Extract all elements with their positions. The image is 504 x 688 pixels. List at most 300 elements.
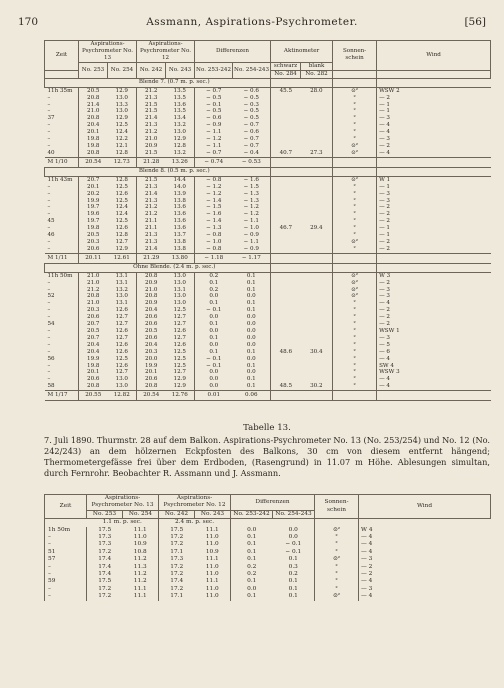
akt-blank-cell xyxy=(301,176,333,183)
psy12-wet-cell: 13.0 xyxy=(173,272,186,279)
diff-dry-cell: 0.1 xyxy=(231,556,273,563)
section-number: [56] xyxy=(464,16,486,28)
mean-wind xyxy=(377,391,491,401)
psy13-wet-cell: 12.5 xyxy=(115,122,128,129)
diff-dry-cell: − 0.8 xyxy=(195,232,233,239)
time-cell: – xyxy=(47,197,51,204)
psy13-wet-cell: 12.7 xyxy=(115,321,128,328)
psy13-wet-cell: 10.9 xyxy=(133,541,147,548)
akt-blank-cell xyxy=(301,211,333,218)
psy13-wet-cell: 12.6 xyxy=(115,190,128,197)
akt-schwarz-cell xyxy=(271,376,301,383)
psy12-wet-cell: 12.9 xyxy=(173,376,186,383)
psy13-wet-cell: 12.6 xyxy=(115,328,128,334)
section-label-akt xyxy=(271,78,333,87)
time-cell: – xyxy=(47,108,51,115)
diff-dry-cell: 0.1 xyxy=(195,321,233,328)
diff-wet-cell: 0.0 xyxy=(246,355,256,362)
akt-blank-cell xyxy=(301,143,333,150)
akt-schwarz-cell xyxy=(271,211,301,218)
psy12-wet-cell: 13.6 xyxy=(173,211,186,218)
sunshine-cell: ² xyxy=(333,211,377,218)
wind-cell: — 3 xyxy=(377,191,491,198)
diff-dry-cell: 0.0 xyxy=(195,376,233,383)
wind-cell: — 4 xyxy=(377,376,491,383)
psy13-dry-cell: 20.8 xyxy=(79,95,108,102)
akt-schwarz-cell xyxy=(271,102,301,109)
wind-cell: W 4 xyxy=(359,527,491,534)
t2-col-diff-header: Differenzen xyxy=(231,495,315,511)
akt-schwarz-cell xyxy=(271,287,301,294)
mean-label: M 1/10 xyxy=(45,157,79,167)
akt-schwarz-cell xyxy=(271,108,301,115)
table-row xyxy=(45,232,491,239)
mean-diff-dry: − 1.18 xyxy=(195,253,233,263)
wind-cell: — 1 xyxy=(377,225,491,232)
akt-schwarz-cell xyxy=(271,95,301,102)
akt-blank-cell xyxy=(301,198,333,205)
diff-dry-cell: 0.2 xyxy=(231,571,273,578)
psy12-wet-cell: 11.0 xyxy=(205,541,219,548)
psy13-wet-cell: 11.2 xyxy=(133,578,147,585)
psy12-dry-cell: 17.2 xyxy=(159,564,195,571)
psy12-wet-cell: 12.9 xyxy=(173,383,186,390)
time-cell: – xyxy=(47,334,51,341)
psy13-wet-cell: 12.6 xyxy=(115,225,128,232)
table-row xyxy=(45,300,491,307)
sunshine-cell: ² xyxy=(333,184,377,191)
table-row xyxy=(45,198,491,205)
psy13-wet-cell: 13.0 xyxy=(115,108,128,115)
akt-blank-cell: 28.0 xyxy=(310,87,323,94)
mean-psy13-dry: 20.54 xyxy=(79,157,108,167)
akt-blank-cell xyxy=(301,136,333,143)
diff-wet-cell: − 0.7 xyxy=(243,122,259,129)
diff-dry-cell: 0.1 xyxy=(195,300,233,307)
diff-wet-cell: 0.0 xyxy=(246,328,256,334)
col-wind-header: Wind xyxy=(377,41,491,71)
wind-cell: — 1 xyxy=(377,108,491,115)
sunshine-cell: ⊙² xyxy=(315,527,359,534)
wind-cell: — 3 xyxy=(377,136,491,143)
psy13-wet-cell: 12.9 xyxy=(115,115,128,122)
sunshine-cell: ⊙² xyxy=(333,239,377,246)
akt-blank-cell xyxy=(301,307,333,314)
psy12-dry-cell: 21.2 xyxy=(137,129,166,136)
psy13-wet-cell: 12.8 xyxy=(115,149,128,156)
psy13-dry-cell: 20.8 xyxy=(79,293,108,300)
sunshine-cell: ² xyxy=(333,115,377,122)
psy12-dry-cell: 21.3 xyxy=(137,122,166,129)
section-label-blank xyxy=(45,263,79,272)
psy13-dry-cell: 19.8 xyxy=(79,225,108,232)
col-242-header: No. 242 xyxy=(137,62,166,78)
psy13-wet-cell: 11.2 xyxy=(133,571,147,578)
psy13-wet-cell: 11.1 xyxy=(133,585,147,592)
diff-dry-cell: − 0.8 xyxy=(195,176,233,183)
time-cell: 46 xyxy=(47,232,55,239)
akt-blank-cell: 29.4 xyxy=(310,225,323,232)
wind-cell: — 3 xyxy=(359,586,491,593)
psy13-dry-cell: 20.5 xyxy=(79,328,108,335)
wind-cell: — 2 xyxy=(359,571,491,578)
akt-schwarz-cell xyxy=(271,293,301,300)
wind-cell: — 4 xyxy=(377,129,491,136)
akt-blank-cell xyxy=(301,369,333,376)
table-row xyxy=(45,556,491,563)
diff-dry-cell: − 0.7 xyxy=(195,150,233,157)
wind-cell: — 2 xyxy=(377,218,491,225)
mean-akt xyxy=(271,157,333,167)
psy12-dry-cell: 20.5 xyxy=(137,328,166,335)
col-243-header: No. 243 xyxy=(166,62,195,78)
diff-wet-cell: − 0.1 xyxy=(285,541,302,548)
wind-cell: WSW 3 xyxy=(377,369,491,376)
table-row xyxy=(45,191,491,198)
t2-col-asp12-header: Aspirations-Psychrometer No. 12 xyxy=(159,495,231,511)
mean-psy13-wet: 12.61 xyxy=(108,253,137,263)
time-cell: – xyxy=(47,122,51,129)
psy13-wet-cell: 11.0 xyxy=(133,534,147,541)
time-cell: – xyxy=(47,183,51,190)
diff-dry-cell: − 0.9 xyxy=(195,122,233,129)
section-label-row xyxy=(45,263,491,272)
time-cell: – xyxy=(45,564,87,571)
sunshine-cell: ² xyxy=(333,246,377,253)
psy12-dry-cell: 21.3 xyxy=(137,239,166,246)
t2-col-254-header: No. 254 xyxy=(123,510,159,518)
psy12-dry-cell: 21.0 xyxy=(137,136,166,143)
table-row xyxy=(45,383,491,390)
psy13-wet-cell: 12.7 xyxy=(115,334,128,341)
time-cell: 11h 50m xyxy=(47,272,73,279)
psy13-wet-cell: 12.8 xyxy=(115,232,128,239)
psy12-dry-cell: 19.9 xyxy=(137,363,166,370)
sunshine-cell: ⊙² xyxy=(333,143,377,150)
table-12 xyxy=(44,40,491,401)
wind-cell: — 6 xyxy=(377,349,491,356)
col-zeit-sub xyxy=(45,70,79,78)
t2-col-d2-header: No. 254-243 xyxy=(273,510,315,518)
col-asp12-header: Aspirations-Psychrometer No. 12 xyxy=(137,41,195,63)
table-row xyxy=(45,376,491,383)
diff-wet-cell: 0.3 xyxy=(288,563,298,570)
time-cell: – xyxy=(47,204,51,211)
time-cell: – xyxy=(47,190,51,197)
table-row xyxy=(45,280,491,287)
section-label-wind xyxy=(377,167,491,176)
table-row xyxy=(45,349,491,356)
mean-wind xyxy=(377,253,491,263)
psy12-wet-cell: 13.5 xyxy=(173,108,186,115)
diff-wet-cell: − 1.1 xyxy=(243,218,259,225)
psy13-dry-cell: 17.5 xyxy=(87,578,123,585)
akt-blank-cell xyxy=(301,239,333,246)
psy13-wet-cell: 12.4 xyxy=(115,204,128,211)
psy12-dry-cell: 21.3 xyxy=(137,95,166,102)
diff-dry-cell: 0.0 xyxy=(195,342,233,349)
sunshine-cell: ² xyxy=(333,342,377,349)
psy12-wet-cell: 11.0 xyxy=(205,534,219,541)
diff-wet-cell: 0.0 xyxy=(246,369,256,376)
diff-wet-cell: 0.1 xyxy=(246,376,256,383)
sunshine-cell: ² xyxy=(333,314,377,321)
wind-cell: WSW 2 xyxy=(377,87,491,94)
psy13-dry-cell: 21.4 xyxy=(79,102,108,109)
time-cell: – xyxy=(45,534,87,541)
time-cell: – xyxy=(47,245,51,252)
psy13-dry-cell: 20.7 xyxy=(79,335,108,342)
diff-wet-cell: − 1.2 xyxy=(243,204,259,211)
psy13-wet-cell: 11.1 xyxy=(133,593,147,600)
mean-wind xyxy=(377,157,491,167)
akt-blank-cell: 27.3 xyxy=(310,149,323,156)
diff-dry-cell: − 1.4 xyxy=(195,198,233,205)
psy13-wet-cell: 11.3 xyxy=(133,563,147,570)
psy13-dry-cell: 21.0 xyxy=(79,108,108,115)
diff-dry-cell: − 0.1 xyxy=(195,102,233,109)
wind-cell: — 2 xyxy=(359,564,491,571)
mean-diff-wet: 0.06 xyxy=(233,391,271,401)
diff-wet-cell: − 1.2 xyxy=(243,211,259,218)
psy13-dry-cell: 20.5 xyxy=(79,232,108,239)
time-cell: – xyxy=(47,136,51,143)
wind-cell: — 2 xyxy=(377,246,491,253)
table-13 xyxy=(44,494,491,601)
diff-dry-cell: 0.1 xyxy=(195,280,233,287)
wind-cell: — 2 xyxy=(377,204,491,211)
psy13-wet-cell: 12.4 xyxy=(115,129,128,136)
mean-psy13-wet: 12.82 xyxy=(108,391,137,401)
diff-dry-cell: − 0.8 xyxy=(195,246,233,253)
time-cell: 57 xyxy=(45,556,87,563)
psy12-wet-cell: 11.1 xyxy=(205,526,219,533)
psy12-dry-cell: 21.5 xyxy=(137,176,166,183)
wind-cell: — 2 xyxy=(377,307,491,314)
psy12-dry-cell: 17.1 xyxy=(159,593,195,600)
psy12-wet-cell: 13.2 xyxy=(173,149,186,156)
akt-blank-cell xyxy=(301,300,333,307)
akt-blank-cell xyxy=(301,204,333,211)
sunshine-cell: ² xyxy=(333,232,377,239)
psy12-wet-cell: 12.6 xyxy=(173,341,186,348)
akt-blank-cell xyxy=(301,356,333,363)
mean-diff-wet: − 0.53 xyxy=(233,157,271,167)
psy12-dry-cell: 21.3 xyxy=(137,232,166,239)
table-row xyxy=(45,272,491,279)
diff-dry-cell: 0.0 xyxy=(195,383,233,390)
akt-schwarz-cell xyxy=(271,143,301,150)
akt-schwarz-cell xyxy=(271,184,301,191)
psy13-dry-cell: 20.4 xyxy=(79,349,108,356)
sunshine-cell: ⊙² xyxy=(333,176,377,183)
akt-blank-cell xyxy=(301,363,333,370)
psy13-dry-cell: 17.2 xyxy=(87,586,123,593)
psy13-dry-cell: 17.4 xyxy=(87,564,123,571)
akt-blank-cell xyxy=(301,232,333,239)
diff-dry-cell: − 0.5 xyxy=(195,108,233,115)
psy12-wet-cell: 13.5 xyxy=(173,87,186,94)
akt-schwarz-cell xyxy=(271,280,301,287)
mean-label: M 1/17 xyxy=(45,391,79,401)
sunshine-cell: ² xyxy=(333,321,377,328)
psy13-wet-cell: 12.5 xyxy=(115,355,128,362)
section-label-akt xyxy=(271,263,333,272)
diff-dry-cell: − 1.4 xyxy=(195,218,233,225)
time-cell: – xyxy=(45,586,87,593)
psy12-dry-cell: 21.3 xyxy=(137,198,166,205)
psy12-dry-cell: 21.4 xyxy=(137,246,166,253)
psy13-dry-cell: 19.8 xyxy=(79,143,108,150)
psy12-dry-cell: 20.9 xyxy=(137,143,166,150)
diff-dry-cell: 0.1 xyxy=(231,541,273,548)
table-row xyxy=(45,328,491,335)
akt-blank-cell xyxy=(301,95,333,102)
diff-wet-cell: 0.1 xyxy=(246,383,256,390)
col-akt-header: Aktinometer xyxy=(271,41,333,63)
sunshine-cell: ² xyxy=(315,564,359,571)
diff-wet-cell: − 0.6 xyxy=(243,87,259,94)
mean-row xyxy=(45,391,491,401)
sunshine-cell: ² xyxy=(333,198,377,205)
akt-schwarz-cell xyxy=(271,321,301,328)
psy13-wet-cell: 11.1 xyxy=(133,526,147,533)
psy12-wet-cell: 13.0 xyxy=(173,300,186,307)
akt-blank-cell xyxy=(301,102,333,109)
diff-wet-cell: 0.0 xyxy=(246,314,256,321)
wind-cell: — 3 xyxy=(377,198,491,205)
psy12-dry-cell: 20.8 xyxy=(137,272,166,279)
sunshine-cell: ² xyxy=(333,191,377,198)
diff-wet-cell: − 1.3 xyxy=(243,197,259,204)
psy12-dry-cell: 20.4 xyxy=(137,307,166,314)
psy13-dry-cell: 19.7 xyxy=(79,204,108,211)
akt-schwarz-cell xyxy=(271,342,301,349)
sunshine-cell: ² xyxy=(333,95,377,102)
psy12-dry-cell: 17.1 xyxy=(159,549,195,556)
psy13-dry-cell: 20.6 xyxy=(79,376,108,383)
mean-akt xyxy=(271,391,333,401)
mean-psy12-wet: 13.26 xyxy=(166,157,195,167)
time-cell: – xyxy=(47,238,51,245)
table-row xyxy=(45,115,491,122)
time-cell: 11h 35m xyxy=(47,87,73,94)
psy13-dry-cell: 21.2 xyxy=(79,287,108,294)
diff-dry-cell: 0.0 xyxy=(231,586,273,593)
col-zeit-header: Zeit xyxy=(45,41,79,71)
diff-dry-cell: − 1.1 xyxy=(195,129,233,136)
diff-wet-cell: − 0.1 xyxy=(285,548,302,555)
psy12-wet-cell: 13.0 xyxy=(173,279,186,286)
akt-blank-cell xyxy=(301,314,333,321)
psy13-dry-cell: 20.3 xyxy=(79,307,108,314)
diff-dry-cell: − 0.6 xyxy=(195,115,233,122)
time-cell: 11h 43m xyxy=(47,176,73,183)
psy13-wet-cell: 12.1 xyxy=(115,142,128,149)
diff-dry-cell: 0.0 xyxy=(195,328,233,335)
psy12-dry-cell: 20.6 xyxy=(137,314,166,321)
section-label-row xyxy=(45,78,491,87)
table-13-body xyxy=(45,519,491,527)
psy12-wet-cell: 14.4 xyxy=(173,176,186,183)
psy12-wet-cell: 12.5 xyxy=(173,355,186,362)
psy12-dry-cell: 17.2 xyxy=(159,571,195,578)
akt-blank-cell xyxy=(301,328,333,335)
akt-schwarz-cell xyxy=(271,232,301,239)
psy13-wet-cell: 13.2 xyxy=(115,286,128,293)
psy13-dry-cell: 20.7 xyxy=(79,176,108,183)
mean-row xyxy=(45,157,491,167)
psy12-dry-cell: 20.6 xyxy=(137,376,166,383)
diff-wet-cell: 0.2 xyxy=(288,571,298,578)
psy12-dry-cell: 21.1 xyxy=(137,218,166,225)
time-cell: – xyxy=(45,571,87,578)
diff-wet-cell: − 1.1 xyxy=(243,238,259,245)
akt-blank-cell xyxy=(301,184,333,191)
wind-cell: — 2 xyxy=(377,280,491,287)
psy13-wet-cell: 13.0 xyxy=(115,376,128,383)
psy12-wet-cell: 10.9 xyxy=(205,548,219,555)
psy12-dry-cell: 20.6 xyxy=(137,335,166,342)
table-row xyxy=(45,527,491,534)
diff-wet-cell: 0.0 xyxy=(246,341,256,348)
sunshine-cell: ² xyxy=(333,225,377,232)
akt-schwarz-cell xyxy=(271,328,301,335)
table-row xyxy=(45,363,491,370)
diff-dry-cell: 0.1 xyxy=(231,593,273,600)
table-row xyxy=(45,204,491,211)
diff-wet-cell: − 0.7 xyxy=(243,142,259,149)
section-label-sun xyxy=(333,263,377,272)
table-row xyxy=(45,564,491,571)
akt-schwarz-cell xyxy=(271,129,301,136)
running-title: Assmann, Aspirations-Psychrometer. xyxy=(146,16,358,28)
col-253-header: No. 253 xyxy=(79,62,108,78)
psy12-wet-cell: 13.9 xyxy=(173,190,186,197)
wind-cell: — 1 xyxy=(377,102,491,109)
psy12-wet-cell: 13.4 xyxy=(173,115,186,122)
diff-wet-cell: 0.1 xyxy=(246,348,256,355)
mean-akt xyxy=(271,253,333,263)
table-row xyxy=(45,218,491,225)
wind-cell: — 2 xyxy=(377,321,491,328)
sunshine-cell: ² xyxy=(333,356,377,363)
psy12-dry-cell: 20.4 xyxy=(137,342,166,349)
page-header xyxy=(18,16,486,30)
akt-schwarz-cell: 40.7 xyxy=(271,150,301,157)
time-cell: 52 xyxy=(47,293,55,300)
time-cell: – xyxy=(45,541,87,548)
psy12-wet-cell: 11.1 xyxy=(205,578,219,585)
wind-cell: — 3 xyxy=(377,335,491,342)
sunshine-cell: ² xyxy=(333,335,377,342)
psy12-dry-cell: 17.2 xyxy=(159,541,195,548)
sunshine-cell: ⊙² xyxy=(315,556,359,563)
psy12-dry-cell: 20.1 xyxy=(137,369,166,376)
wind-cell: — 1 xyxy=(377,184,491,191)
table-row xyxy=(45,87,491,94)
psy13-dry-cell: 21.0 xyxy=(79,300,108,307)
diff-dry-cell: − 1.3 xyxy=(195,225,233,232)
psy13-dry-cell: 20.6 xyxy=(79,246,108,253)
diff-wet-cell: 0.0 xyxy=(246,293,256,300)
akt-blank-cell: 30.2 xyxy=(310,383,323,390)
akt-blank-cell xyxy=(301,108,333,115)
diff-dry-cell: − 1.6 xyxy=(195,211,233,218)
akt-schwarz-cell xyxy=(271,307,301,314)
table-row xyxy=(45,578,491,585)
akt-blank-cell xyxy=(301,115,333,122)
